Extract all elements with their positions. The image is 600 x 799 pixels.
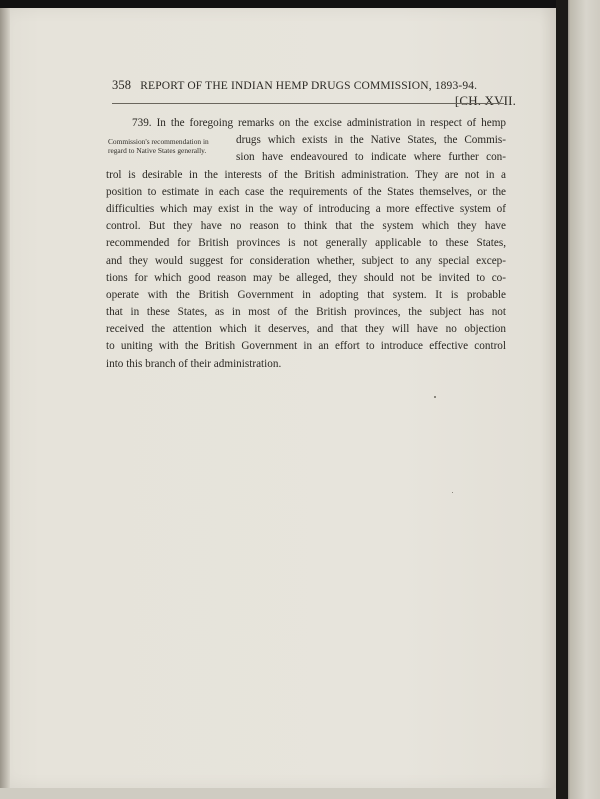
paragraph-line: and they would suggest for consideration whether, subject to any special excep- — [106, 254, 506, 267]
paragraph-line: into this branch of their administration. — [106, 357, 282, 370]
paper-speck — [452, 492, 453, 493]
header-title: REPORT OF THE INDIAN HEMP DRUGS COMMISSION, 1893-94. — [140, 80, 478, 92]
paragraph-line: sion have endeavoured to indicate where further con- — [236, 151, 506, 164]
paragraph-line: position to estimate in each case the requirements of the States themselves, or the — [106, 185, 506, 198]
page-number: 358 — [112, 78, 132, 92]
header-rule — [112, 103, 504, 104]
margin-note-line: regard to Native States generally. — [108, 146, 207, 155]
paragraph-line: control. But they have no reason to think that the system which they have — [106, 220, 506, 233]
running-header — [112, 78, 516, 109]
paragraph-line: trol is desirable in the interests of the British administration. They are not in a — [106, 168, 506, 181]
page-bottom-edge — [0, 788, 556, 799]
paragraph-line: to uniting with the British Government in an effort to introduce effective control — [106, 340, 506, 353]
paragraph-line: 739. In the foregoing remarks on the excise administration in respect of hemp — [132, 117, 506, 129]
paragraph-line: recommended for British provinces is not generally applicable to these States, — [106, 237, 506, 250]
paragraph-line: tions for which good reason may be alleged, they should not be invited to co- — [106, 271, 506, 284]
paragraph-line: received the attention which it deserves, and that they will have no objection — [106, 323, 506, 336]
page-left-edge — [0, 8, 10, 788]
paragraph-739 — [106, 115, 506, 373]
book-gutter — [556, 0, 568, 799]
paragraph-line: drugs which exists in the Native States, the Commis- — [236, 134, 506, 147]
paragraph-line: difficulties which may exist in the way of introducing a more effective system of — [106, 202, 506, 215]
chapter-label: [CH. XVII. — [454, 93, 516, 108]
paper-speck — [434, 396, 436, 398]
paragraph-line: operate with the British Government in adopting that system. It is probable — [106, 288, 506, 301]
paragraph-line: that in these States, as in most of the British provinces, the subject has not — [106, 306, 506, 319]
margin-note-line: Commission's recommendation in — [108, 137, 209, 146]
